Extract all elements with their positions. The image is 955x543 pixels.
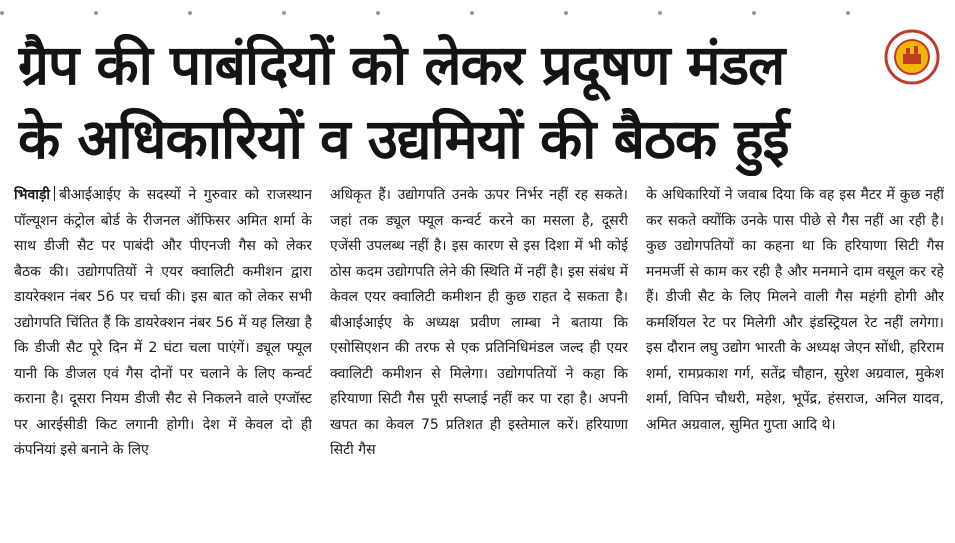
- headline: [18, 28, 938, 176]
- headline-line-1: ग्रैप की पाबंदियों को लेकर प्रदूषण मंडल: [18, 33, 785, 97]
- association-seal-icon: [883, 28, 941, 86]
- headline-line-2: के अधिकारियों व उद्यमियों की बैठक हुई: [18, 107, 789, 171]
- column-text: अधिकृत हैं। उद्योगपति उनके ऊपर निर्भर नहीं रह सकते। जहां तक ड्यूल फ्यूल कन्वर्ट करने का मसला है, दूसरी एजेंसी उपलब्ध नहीं है। इस कारण से इस दिशा में भी कोई ठोस कदम उद्योगपति लेने की स्थिति में नहीं है। इस संबंध में केवल एयर क्वालिटी कमीशन ही कुछ राहत दे सकता है। बीआईआईए के अध्यक्ष प्रवीण लाम्बा ने बताया कि एसोसिएशन की तरफ से एक प्रतिनिधिमंडल जल्द ही एयर क्वालिटी कमीशन से मिलेगा। उद्योगपतियों ने कहा कि हरियाणा सिटी गैस पूरी सप्लाई नहीं कर पा रहा है। अपनी खपत का केवल 75 प्रतिशत ही इस्तेमाल करें। हरियाणा सिटी गैस: [330, 187, 628, 458]
- article-column-3: [646, 183, 944, 538]
- article-column-1: [14, 183, 312, 538]
- article-column-2: [330, 183, 628, 538]
- dateline-separator: [54, 186, 55, 201]
- top-rule: [0, 0, 955, 6]
- article-body: [14, 183, 944, 538]
- column-text: बीआईआईए के सदस्यों ने गुरुवार को राजस्थान पॉल्यूशन कंट्रोल बोर्ड के रीजनल ऑफिसर अमित शर्मा के साथ डीजी सैट पर पाबंदी और पीएनजी गैस को लेकर बैठक की। उद्योगपतियों ने एयर क्वालिटी कमीशन द्वारा डायरेक्शन नंबर 56 पर चर्चा की। इस बात को लेकर सभी उद्योगपति चिंतित हैं कि डायरेक्शन नंबर 56 में यह लिखा है कि डीजी सैट पूरे दिन में 2 घंटा चला पाएंगें। ड्यूल फ्यूल यानी कि डीजल एवं गैस दोनों पर चलाने के लिए कन्वर्ट कराना है। दूसरा नियम डीजी सैट से निकलने वाले एग्जॉस्ट पर आरईसीडी किट लगानी होगी। देश में केवल दो ही कंपनियां इसे बनाने के लिए: [14, 187, 312, 458]
- column-text: के अधिकारियों ने जवाब दिया कि वह इस मैटर में कुछ नहीं कर सकते क्योंकि उनके पास पीछे से गैस नहीं आ रही है। कुछ उद्योगपतियों का कहना था कि हरियाणा सिटी गैस मनमर्जी से काम कर रही है और मनमाने दाम वसूल कर रहे हैं। डीजी सैट के लिए मिलने वाली गैस महंगी होगी और कमर्शियल रेट पर मिलेगी और इंडस्ट्रियल रेट नहीं लगेगा। इस दौरान लघु उद्योग भारती के अध्यक्ष जेएन सोंधी, हरिराम शर्मा, रामप्रकाश गर्ग, सतेंद्र चौहान, सुरेश अग्रवाल, मुकेश शर्मा, विपिन चौधरी, महेश, भूपेंद्र, हंसराज, अनिल यादव, अमित अग्रवाल, सुमित गुप्ता आदि थे।: [646, 187, 944, 433]
- dateline: भिवाड़ी: [14, 187, 50, 203]
